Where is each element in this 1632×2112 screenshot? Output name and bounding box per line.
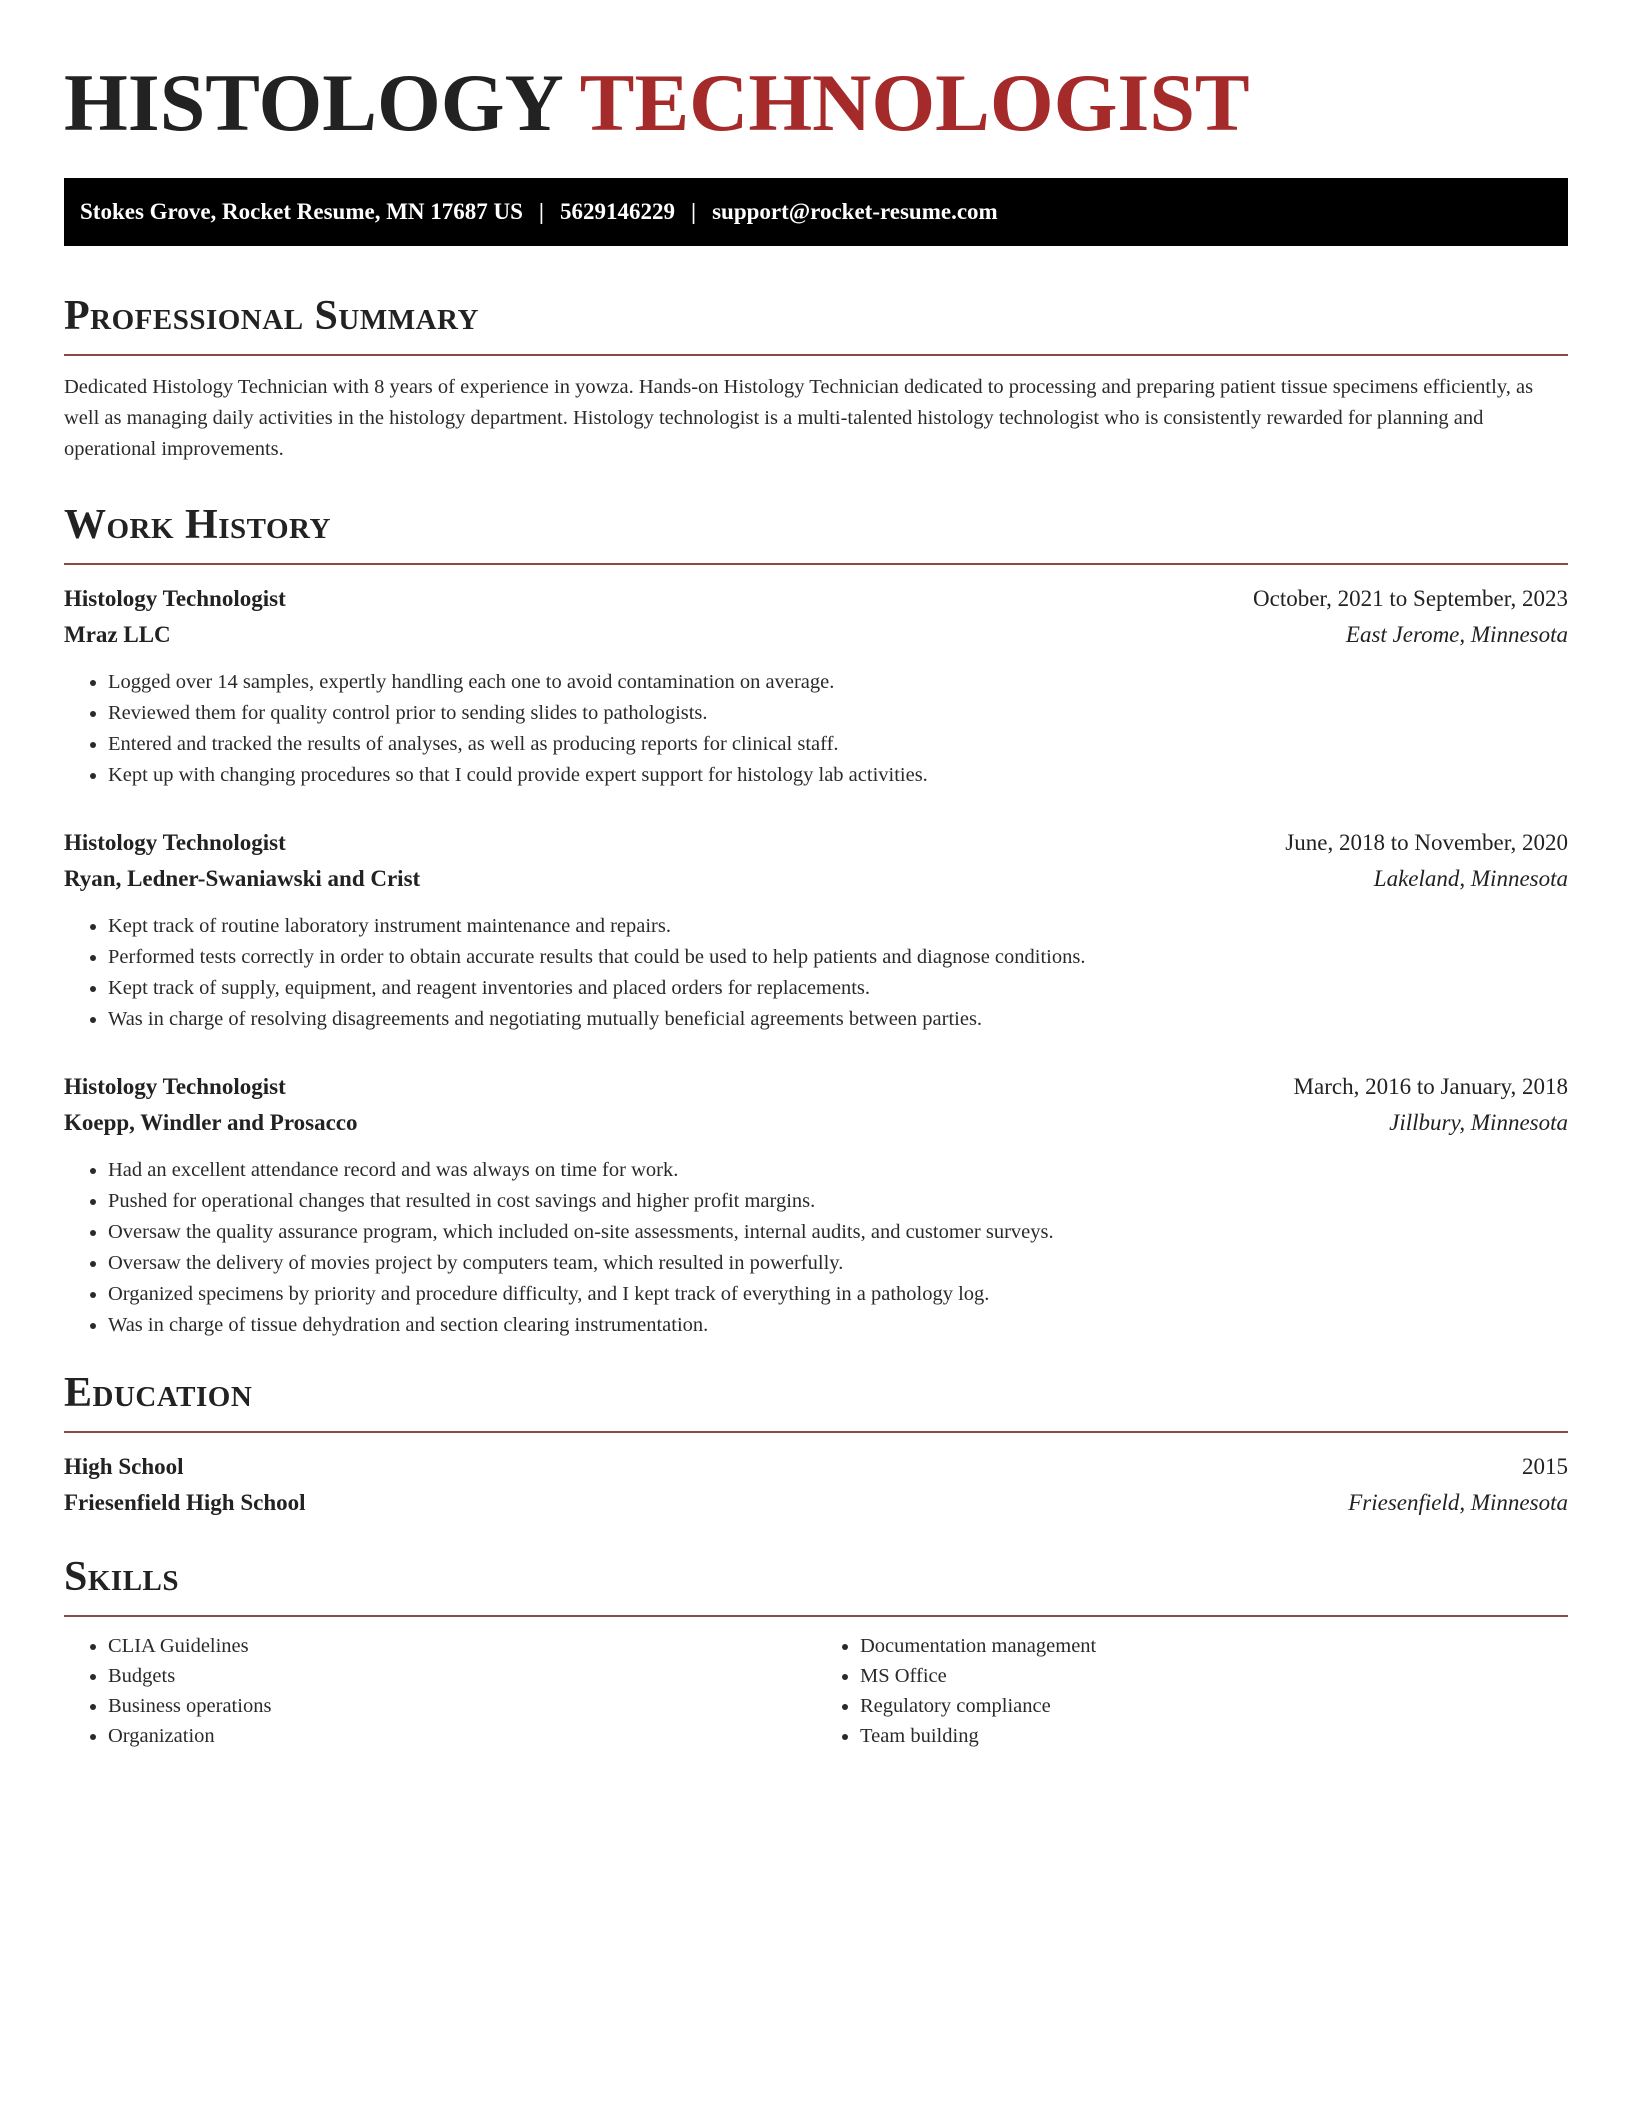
skills-column-right <box>816 1631 1568 1751</box>
contact-bar <box>64 178 1568 246</box>
skill-item: • Team building <box>860 1721 1568 1751</box>
skill-item: • MS Office <box>860 1661 1568 1691</box>
skill-item: • Budgets <box>108 1661 816 1691</box>
skill-item: • CLIA Guidelines <box>108 1631 816 1661</box>
education-entry <box>64 1449 1568 1521</box>
job-company: Koepp, Windler and Prosacco <box>64 1110 358 1135</box>
education-heading: Education <box>64 1370 253 1416</box>
job-location: East Jerome, Minnesota <box>1345 622 1568 647</box>
job-entry <box>64 825 1568 1035</box>
name-last: TECHNOLOGIST <box>579 57 1250 148</box>
job-company: Ryan, Ledner-Swaniawski and Crist <box>64 866 421 891</box>
job-dates: June, 2018 to November, 2020 <box>1285 830 1568 855</box>
work-history-heading: Work History <box>64 502 331 548</box>
education-school: Friesenfield High School <box>64 1490 306 1515</box>
contact-separator: | <box>538 199 544 224</box>
education-year: 2015 <box>1522 1454 1568 1479</box>
job-bullet: • Was in charge of tissue dehydration and section clearing instrumentation. <box>108 1310 1568 1341</box>
job-bullet: • Oversaw the quality assurance program, which included on-site assessments, internal audits, and customer surveys. <box>108 1217 1568 1248</box>
skill-item: • Organization <box>108 1721 816 1751</box>
job-position: Histology Technologist <box>64 1074 286 1099</box>
job-location: Lakeland, Minnesota <box>1373 866 1568 891</box>
job-bullet: • Kept up with changing procedures so that I could provide expert support for histology lab activities. <box>108 760 1568 791</box>
job-bullets <box>64 911 1568 1035</box>
job-bullet: • Reviewed them for quality control prior to sending slides to pathologists. <box>108 698 1568 729</box>
job-bullet: • Logged over 14 samples, expertly handling each one to avoid contamination on average. <box>108 667 1568 698</box>
job-bullet: • Kept track of supply, equipment, and reagent inventories and placed orders for replacements. <box>108 973 1568 1004</box>
job-bullet: • Performed tests correctly in order to obtain accurate results that could be used to help patients and diagnose conditions. <box>108 942 1568 973</box>
job-bullets <box>64 1155 1568 1341</box>
contact-email: support@rocket-resume.com <box>712 199 998 224</box>
job-company: Mraz LLC <box>64 622 171 647</box>
contact-address: Stokes Grove, Rocket Resume, MN 17687 US <box>80 199 523 224</box>
skills-list <box>64 1631 1568 1751</box>
education-divider <box>64 1431 1568 1433</box>
job-bullet: • Organized specimens by priority and procedure difficulty, and I kept track of everything in a pathology log. <box>108 1279 1568 1310</box>
job-bullets <box>64 667 1568 791</box>
skill-item: • Business operations <box>108 1691 816 1721</box>
work-history-divider <box>64 563 1568 565</box>
job-dates: March, 2016 to January, 2018 <box>1293 1074 1568 1099</box>
job-entry <box>64 581 1568 791</box>
resume-name <box>64 0 1568 152</box>
job-position: Histology Technologist <box>64 830 286 855</box>
job-bullet: • Had an excellent attendance record and was always on time for work. <box>108 1155 1568 1186</box>
education-degree: High School <box>64 1454 184 1479</box>
job-dates: October, 2021 to September, 2023 <box>1253 586 1568 611</box>
skills-heading: Skills <box>64 1554 180 1600</box>
job-bullet: • Kept track of routine laboratory instrument maintenance and repairs. <box>108 911 1568 942</box>
summary-heading: Professional Summary <box>64 293 479 339</box>
skills-divider <box>64 1615 1568 1617</box>
summary-divider <box>64 354 1568 356</box>
contact-separator: | <box>691 199 697 224</box>
job-bullet: • Was in charge of resolving disagreements and negotiating mutually beneficial agreements between parties. <box>108 1004 1568 1035</box>
summary-text: Dedicated Histology Technician with 8 years of experience in yowza. Hands-on Histology Technician dedicated to processing and preparing patient tissue specimens efficiently, as well as managing daily activities in the histology department. Histology technologist is a multi-talented histology technologist who is consistently rewarded for planning and operational improvements. <box>64 376 1534 460</box>
skill-item: • Documentation management <box>860 1631 1568 1661</box>
job-entry <box>64 1069 1568 1341</box>
job-bullet: • Oversaw the delivery of movies project by computers team, which resulted in powerfully. <box>108 1248 1568 1279</box>
skill-item: • Regulatory compliance <box>860 1691 1568 1721</box>
job-position: Histology Technologist <box>64 586 286 611</box>
name-first: HISTOLOGY <box>64 57 561 148</box>
job-bullet: • Entered and tracked the results of analyses, as well as producing reports for clinical staff. <box>108 729 1568 760</box>
job-location: Jillbury, Minnesota <box>1389 1110 1568 1135</box>
skills-column-left <box>64 1631 816 1751</box>
job-bullet: • Pushed for operational changes that resulted in cost savings and higher profit margins. <box>108 1186 1568 1217</box>
education-location: Friesenfield, Minnesota <box>1348 1490 1568 1515</box>
contact-phone: 5629146229 <box>560 199 675 224</box>
